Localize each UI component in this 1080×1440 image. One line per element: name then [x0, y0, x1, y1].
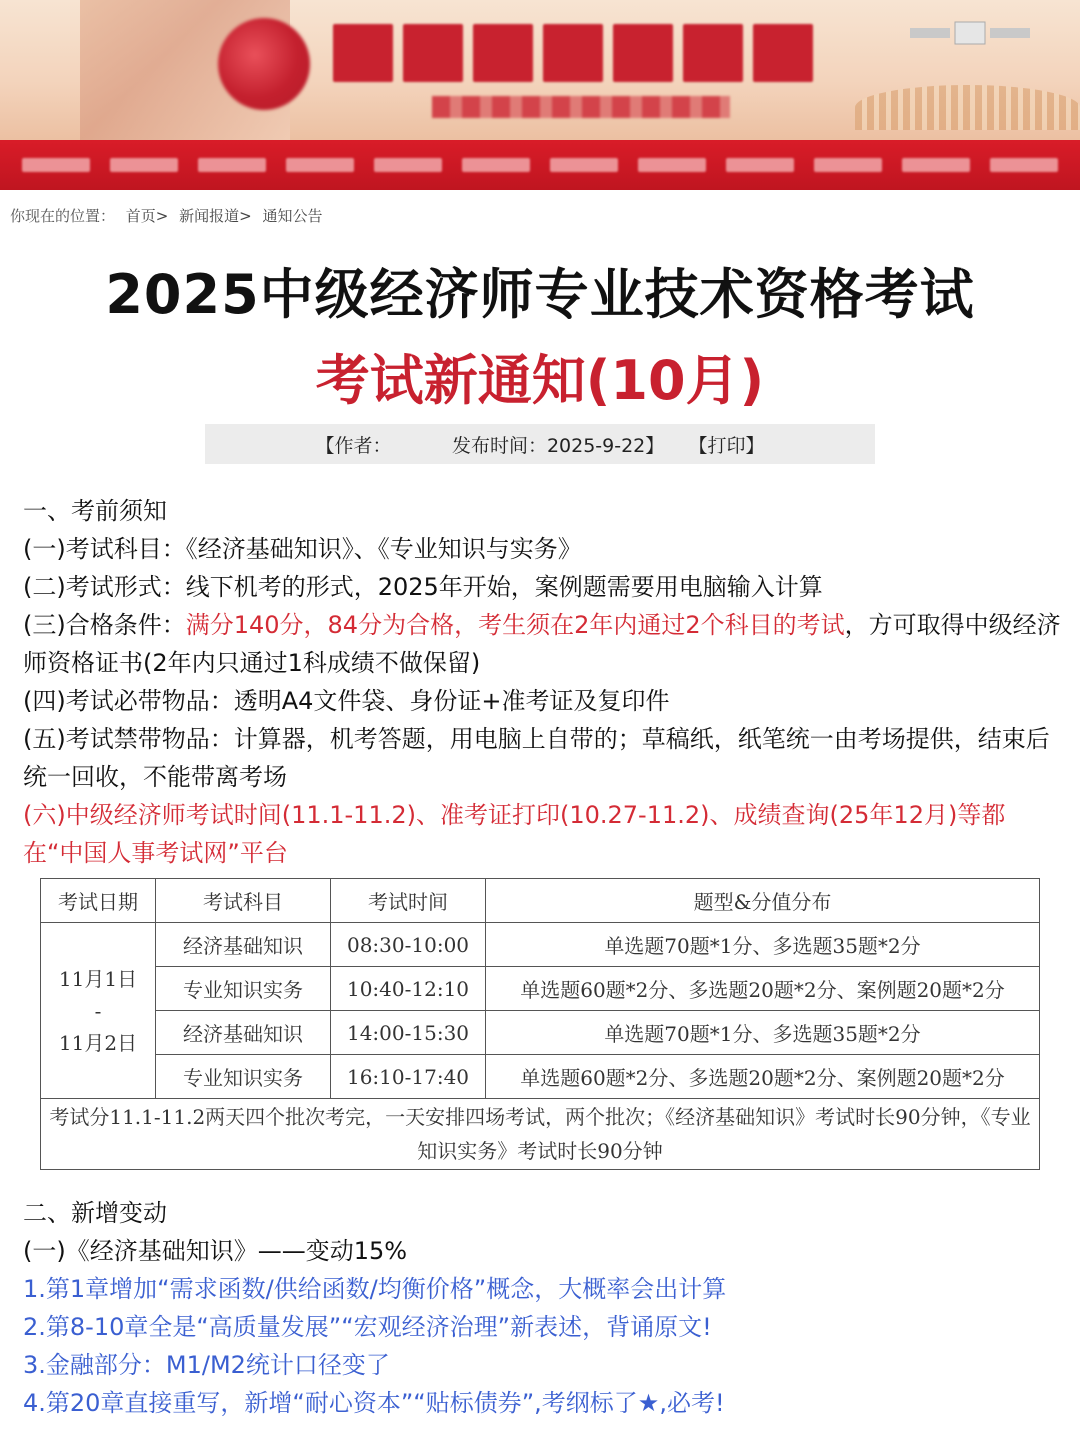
table-header: 考试日期 [41, 879, 156, 923]
nav-item[interactable] [286, 158, 354, 172]
nav-item[interactable] [902, 158, 970, 172]
exam-format: (二)考试形式：线下机考的形式，2025年开始，案例题需要用电脑输入计算 [23, 573, 823, 601]
question-types-cell: 单选题60题*2分、多选题20题*2分、案例题20题*2分 [486, 1055, 1040, 1099]
time-cell: 08:30-10:00 [331, 923, 486, 967]
table-row [41, 1011, 1040, 1055]
table-note: 考试分11.1-11.2两天四个批次考完，一天安排四场考试，两个批次；《经济基础知识》考试时长90分钟，《专业知识实务》考试时长90分钟 [41, 1099, 1040, 1170]
table-header: 考试时间 [331, 879, 486, 923]
subject-cell: 专业知识实务 [156, 967, 331, 1011]
page-subtitle: 考试新通知(10月) [315, 349, 765, 412]
section-heading: 一、考前须知 [23, 497, 167, 525]
nav-item[interactable] [198, 158, 266, 172]
subject-cell: 经济基础知识 [156, 1011, 331, 1055]
table-header: 题型&分值分布 [486, 879, 1040, 923]
site-logo-title-mosaic [333, 24, 813, 82]
pass-conditions [23, 606, 1063, 682]
article-meta-bar [205, 424, 875, 464]
change-point: 2.第8-10章全是“高质量发展”“宏观经济治理”新表述，背诵原文! [23, 1313, 712, 1341]
breadcrumb [10, 205, 329, 226]
pass-conditions-label: (三)合格条件： [23, 611, 186, 639]
site-logo-subtitle-mosaic [432, 96, 730, 118]
author-label: 【作者： [315, 434, 392, 457]
exam-date-end: 11月2日 [58, 1030, 138, 1055]
subject-cell: 专业知识实务 [156, 1055, 331, 1099]
question-types-cell: 单选题70题*1分、多选题35题*2分 [486, 923, 1040, 967]
nav-item[interactable] [550, 158, 618, 172]
main-nav [0, 140, 1080, 190]
nav-item[interactable] [374, 158, 442, 172]
publish-date: 发布时间：2025-9-22】 [451, 434, 665, 457]
prohibited-items: (五)考试禁带物品：计算器，机考答题，用电脑上自带的；草稿纸，纸笔统一由考场提供，结束后统一回收，不能带离考场 [23, 725, 1050, 791]
stadium-image [855, 85, 1080, 130]
national-emblem-logo [218, 18, 310, 110]
print-link[interactable]: 【打印】 [688, 434, 765, 457]
table-header-row [41, 879, 1040, 923]
page-title: 2025中级经济师专业技术资格考试 [105, 263, 975, 326]
changes-section [23, 1194, 1063, 1422]
subject-cell: 经济基础知识 [156, 923, 331, 967]
question-types-cell: 单选题70题*1分、多选题35题*2分 [486, 1011, 1040, 1055]
pass-conditions-highlight: 满分140分，84分为合格，考生须在2年内通过2个科目的考试 [185, 611, 845, 639]
change-point: 3.金融部分：M1/M2统计口径变了 [23, 1351, 390, 1379]
nav-item[interactable] [22, 158, 90, 172]
time-cell: 10:40-12:10 [331, 967, 486, 1011]
exam-date-sep: - [94, 998, 102, 1023]
table-row [41, 923, 1040, 967]
pass-conditions-rest: ，方可取得中级经济师资格证书(2年内只通过1科成绩不做保留) [23, 611, 1061, 677]
section-heading: 二、新增变动 [23, 1199, 167, 1227]
time-cell: 14:00-15:30 [331, 1011, 486, 1055]
breadcrumb-notice-link[interactable]: 通知公告 [262, 207, 323, 225]
table-header: 考试科目 [156, 879, 331, 923]
question-types-cell: 单选题60题*2分、多选题20题*2分、案例题20题*2分 [486, 967, 1040, 1011]
table-row [41, 1055, 1040, 1099]
exam-date-cell [41, 923, 156, 1099]
change-point: 4.第20章直接重写，新增“耐心资本”“贴标债券”,考纲标了★,必考! [23, 1389, 725, 1417]
required-items: (四)考试必带物品：透明A4文件袋、身份证+准考证及复印件 [23, 687, 670, 715]
time-cell: 16:10-17:40 [331, 1055, 486, 1099]
subsection-heading: (一)《经济基础知识》——变动15% [23, 1237, 408, 1265]
nav-item[interactable] [726, 158, 794, 172]
site-banner [0, 0, 1080, 140]
breadcrumb-news-link[interactable]: 新闻报道> [179, 207, 252, 225]
exam-schedule-notice: (六)中级经济师考试时间(11.1-11.2)、准考证打印(10.27-11.2)、成绩查询(25年12月)等都在“中国人事考试网”平台 [23, 801, 1006, 867]
article-body [23, 492, 1063, 872]
nav-item[interactable] [814, 158, 882, 172]
exam-subjects: (一)考试科目：《经济基础知识》、《专业知识与实务》 [23, 535, 582, 563]
nav-item[interactable] [990, 158, 1058, 172]
satellite-icon [900, 8, 1040, 58]
nav-item[interactable] [462, 158, 530, 172]
nav-item[interactable] [638, 158, 706, 172]
exam-date-start: 11月1日 [58, 966, 138, 991]
table-note-row [41, 1099, 1040, 1170]
breadcrumb-home-link[interactable]: 首页> [125, 207, 169, 225]
nav-item[interactable] [110, 158, 178, 172]
breadcrumb-label: 你现在的位置： [10, 207, 116, 225]
change-point: 1.第1章增加“需求函数/供给函数/均衡价格”概念，大概率会出计算 [23, 1275, 727, 1303]
table-row [41, 967, 1040, 1011]
exam-schedule-table [40, 878, 1040, 1170]
